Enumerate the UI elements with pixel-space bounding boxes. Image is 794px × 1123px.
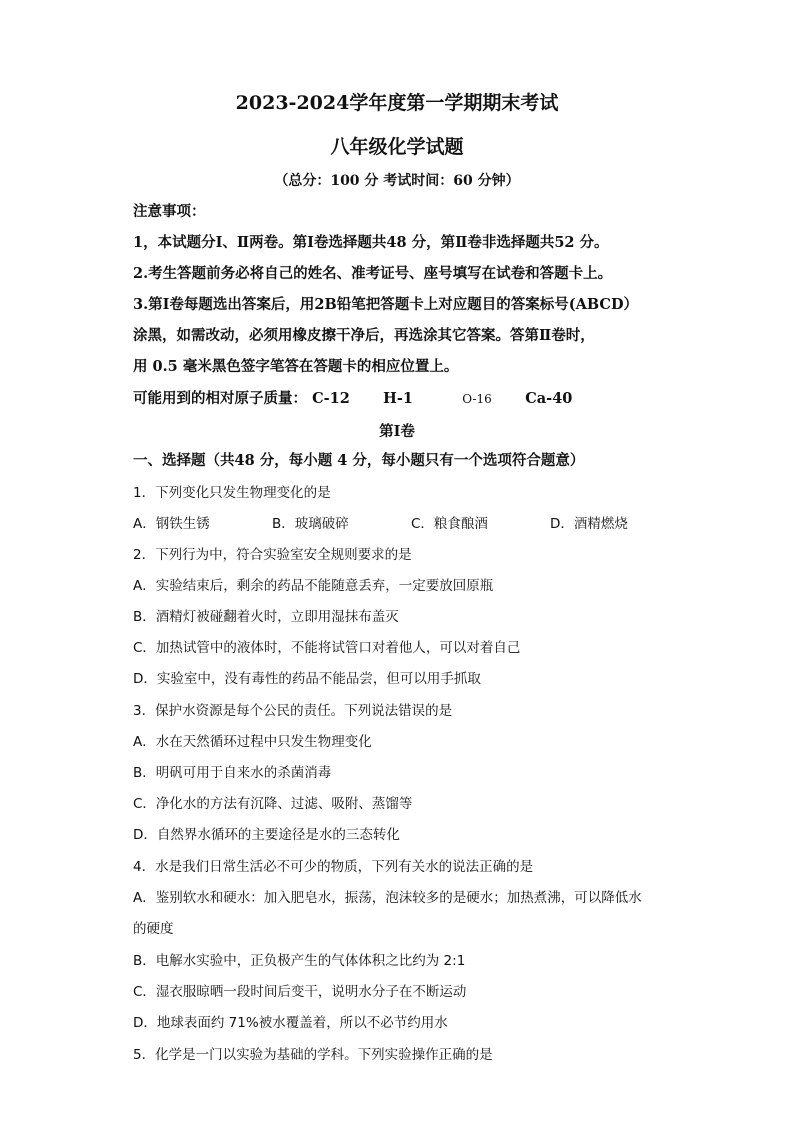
notes-heading: 注意事项： <box>133 203 206 220</box>
q3-option-d: D．自然界水循环的主要途径是水的三态转化 <box>133 827 400 843</box>
volume-title: 第Ⅰ卷 <box>379 423 415 440</box>
q3-stem: 3．保护水资源是每个公民的责任。下列说法错误的是 <box>133 703 453 719</box>
note-3-line-1: 3.第Ⅰ卷每题选出答案后，用2B铅笔把答题卡上对应题目的答案标号(ABCD） <box>133 296 639 313</box>
q2-option-d: D．实验室中，没有毒性的药品不能品尝，但可以用手抓取 <box>133 671 481 687</box>
q4-option-b: B．电解水实验中，正负极产生的气体体积之比约为 2:1 <box>133 953 466 969</box>
q1-option-c: C．粮食酿酒 <box>411 516 488 532</box>
q5-stem: 5．化学是一门以实验为基础的学科。下列实验操作正确的是 <box>133 1047 493 1063</box>
q4-option-a-line-2: 的硬度 <box>133 921 174 937</box>
q3-option-c: C．净化水的方法有沉降、过滤、吸附、蒸馏等 <box>133 796 413 812</box>
mass-h: H-1 <box>383 390 413 407</box>
exam-subject-title: 八年级化学试题 <box>330 136 464 158</box>
q4-option-c: C．湿衣服晾晒一段时间后变干，说明水分子在不断运动 <box>133 984 467 1000</box>
mass-o: O-16 <box>462 392 492 406</box>
mass-c: C-12 <box>312 390 350 407</box>
q1-stem: 1．下列变化只发生物理变化的是 <box>133 485 331 501</box>
note-2: 2.考生答题前务必将自己的姓名、准考证号、座号填写在试卷和答题卡上。 <box>133 265 613 282</box>
q1-option-a: A．钢铁生锈 <box>133 516 210 532</box>
q3-option-a: A．水在天然循环过程中只发生物理变化 <box>133 734 372 750</box>
q2-option-a: A．实验结束后，剩余的药品不能随意丢弃，一定要放回原瓶 <box>133 578 494 594</box>
exam-info: （总分：100 分 考试时间：60 分钟） <box>274 173 520 189</box>
mass-ca: Ca-40 <box>525 390 573 407</box>
atomic-mass-label: 可能用到的相对原子质量： <box>133 390 307 407</box>
note-3-line-2: 涂黑，如需改动，必须用橡皮擦干净后，再选涂其它答案。答第Ⅱ卷时， <box>133 327 595 344</box>
q2-option-c: C．加热试管中的液体时，不能将试管口对着他人，可以对着自己 <box>133 640 521 656</box>
q4-option-d: D．地球表面约 71%被水覆盖着，所以不必节约用水 <box>133 1015 448 1031</box>
q2-stem: 2．下列行为中，符合实验室安全规则要求的是 <box>133 547 412 563</box>
q3-option-b: B．明矾可用于自来水的杀菌消毒 <box>133 765 332 781</box>
q2-option-b: B．酒精灯被碰翻着火时，立即用湿抹布盖灭 <box>133 609 399 625</box>
note-1: 1，本试题分Ⅰ、Ⅱ两卷。第Ⅰ卷选择题共48 分，第Ⅱ卷非选择题共52 分。 <box>133 234 609 251</box>
section-1-title: 一、选择题（共48 分，每小题 4 分，每小题只有一个选项符合题意） <box>133 452 585 469</box>
q4-option-a-line-1: A．鉴别软水和硬水：加入肥皂水，振荡，泡沫较多的是硬水；加热煮沸，可以降低水 <box>133 890 642 906</box>
q1-option-b: B．玻璃破碎 <box>272 516 349 532</box>
q1-option-d: D．酒精燃烧 <box>550 516 628 532</box>
note-3-line-3: 用 0.5 毫米黑色签字笔答在答题卡的相应位置上。 <box>133 358 459 375</box>
atomic-mass-line <box>133 389 572 409</box>
q4-stem: 4．水是我们日常生活必不可少的物质，下列有关水的说法正确的是 <box>133 859 534 875</box>
exam-title: 2023-2024学年度第一学期期末考试 <box>235 92 559 114</box>
